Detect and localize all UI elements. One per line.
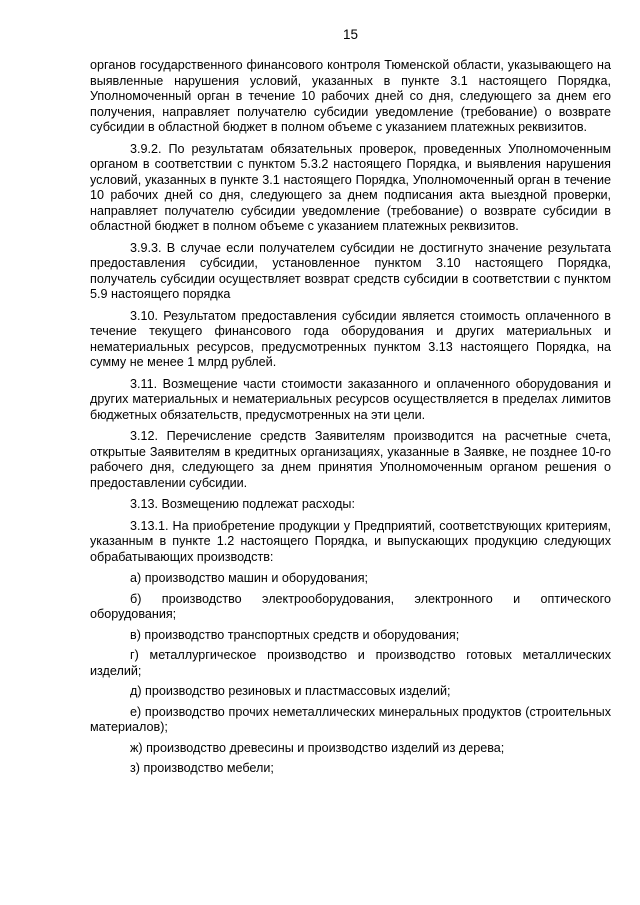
list-item-z: з) производство мебели; <box>130 761 274 775</box>
page-number: 15 <box>342 27 359 42</box>
list-item-b: б) производство электрооборудования, электронного и оптического оборудования; <box>90 591 611 621</box>
list-item-e: е) производство прочих неметаллических минеральных продуктов (строительных материалов); <box>90 704 611 734</box>
document-page <box>90 26 611 782</box>
paragraph-3-13-1: 3.13.1. На приобретение продукции у Предприятий, соответствующих критериям, указанным в пункте 1.2 настоящего Порядка, и выпускающих продукцию следующих обрабатывающих производств: <box>90 518 611 564</box>
paragraph-3-10: 3.10. Результатом предоставления субсидии является стоимость оплаченного в течение текущего финансового года оборудования и других материальных и нематериальных ресурсов, предусмотренных пунктом 3.13 настоящего Порядка, на сумму не менее 1 млрд рублей. <box>90 308 611 369</box>
list-item-d: д) производство резиновых и пластмассовых изделий; <box>130 684 451 698</box>
paragraph-3-11: 3.11. Возмещение части стоимости заказанного и оплаченного оборудования и других материальных и нематериальных ресурсов осуществляется в пределах лимитов бюджетных обязательств, предусмотренных на эти цели. <box>90 376 611 422</box>
paragraph-3-9-3: 3.9.3. В случае если получателем субсидии не достигнуто значение результата предоставления субсидии, установленное пунктом 3.10 настоящего Порядка, получатель субсидии осуществляет возврат средств субсидии в соответствии с пунктом 5.9 настоящего порядка <box>90 240 611 301</box>
list-item-a: а) производство машин и оборудования; <box>130 571 369 585</box>
paragraph-3-12: 3.12. Перечисление средств Заявителям производится на расчетные счета, открытые Заявителям в кредитных организациях, указанные в Заявке, не позднее 10-го рабочего дня, следующего за днем принятия Уполномоченным органом решения о предоставлении субсидии. <box>90 429 611 490</box>
list-item-zh: ж) производство древесины и производство изделий из дерева; <box>130 740 505 755</box>
paragraph-3-13: 3.13. Возмещению подлежат расходы: <box>130 497 355 511</box>
paragraph-3-9-2: 3.9.2. По результатам обязательных проверок, проведенных Уполномоченным органом в соответствии с пунктом 5.3.2 настоящего Порядка, и выявления нарушения условий, указанных в пункте 3.1 настоящего Порядка, Уполномоченный орган в течение 10 рабочих дней со дня, следующего за днем подписания акта выездной проверки, направляет получателю субсидии уведомление (требование) о возврате субсидии в областной бюджет в полном объеме с указанием платежных реквизитов. <box>90 141 611 233</box>
list-item-v: в) производство транспортных средств и оборудования; <box>130 627 460 642</box>
list-item-g: г) металлургическое производство и производство готовых металлических изделий; <box>90 648 611 678</box>
paragraph-continuation: органов государственного финансового контроля Тюменской области, указывающего на выявленные нарушения условий, указанных в пункте 3.1 настоящего Порядка, Уполномоченный орган в течение 10 рабочих дней со дня, следующего за днем его получения, направляет получателю субсидии уведомление (требование) о возврате субсидии в областной бюджет в полном объеме с указанием платежных реквизитов. <box>90 58 611 134</box>
